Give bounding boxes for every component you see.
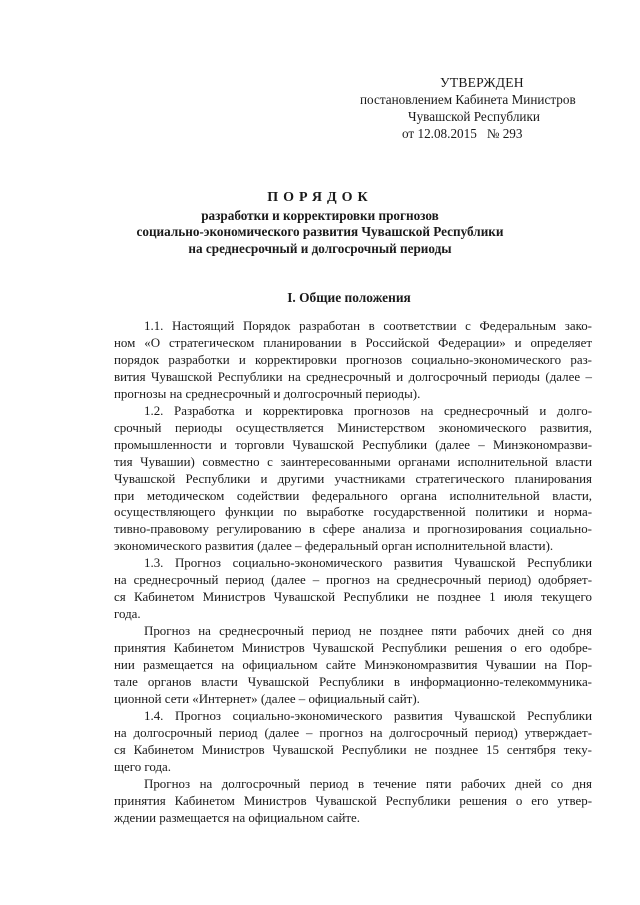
paragraph-line: прогнозы на среднесрочный и долгосрочный периоды). [114, 385, 421, 401]
paragraph [114, 708, 592, 776]
paragraph-line: ционной сети «Интернет» (далее – официальный сайт). [114, 690, 420, 706]
approval-line-2: Чувашской Республики [408, 109, 540, 124]
paragraph-line: экономического развития (далее – федеральный орган исполнительной власти). [114, 538, 554, 554]
approval-date-line [360, 125, 620, 142]
paragraph-line: ном «О стратегическом планировании в Российской Федерации» и определяет [114, 334, 592, 350]
paragraph-line: Чувашской Республики и другими участниками стратегического планирования [114, 470, 592, 486]
paragraph-line: года. [114, 606, 141, 622]
paragraph-line: порядок разработки и корректировки прогнозов социально-экономического раз- [114, 351, 592, 367]
paragraph-line: 1.1. Настоящий Порядок разработан в соответствии с Федеральным зако- [144, 318, 592, 333]
paragraph-line: нии размещается на официальном сайте Минэкономразвития Чувашии на Пор- [114, 657, 592, 673]
approval-date: от 12.08.2015 [402, 126, 477, 141]
document-title [60, 190, 580, 257]
title-line-2: социально-экономического развития Чувашской Республики [136, 224, 504, 239]
paragraph-line: ся Кабинетом Министров Чувашской Республики не позднее 15 сентября теку- [114, 741, 592, 757]
title-main: ПОРЯДОК [267, 190, 373, 205]
paragraph-line: тивно-правовому регулированию в сфере анализа и прогнозирования социально- [114, 521, 592, 537]
paragraph-line: промышленности и торговли Чувашской Республики (далее – Минэкономразви- [114, 436, 592, 452]
paragraph-line: ся Кабинетом Министров Чувашской Республики не позднее 1 июля текущего [114, 589, 592, 605]
paragraph-line: тия Чувашии) совместно с заинтересованными органами исполнительной власти [114, 453, 592, 469]
paragraph-line: на среднесрочный период (далее – прогноз на среднесрочный период) одобряет- [114, 572, 592, 588]
paragraph-line: принятия Кабинетом Министров Чувашской Республики решения о его одобре- [114, 640, 592, 656]
approval-heading: УТВЕРЖДЕН [440, 75, 524, 90]
paragraph-line: 1.4. Прогноз социально-экономического развития Чувашской Республики [144, 707, 592, 723]
approval-line-1: постановлением Кабинета Министров [360, 92, 576, 107]
paragraph [114, 555, 592, 623]
paragraph [114, 623, 592, 708]
paragraph-line: принятия Кабинетом Министров Чувашской Республики решения о его утвер- [114, 792, 592, 808]
paragraph-line: ждении размещается на официальном сайте. [114, 809, 361, 825]
paragraph [114, 776, 592, 827]
paragraph [114, 403, 592, 556]
paragraph-line: щего года. [114, 758, 172, 774]
section-heading: I. Общие положения [287, 290, 411, 305]
paragraph-line: Прогноз на долгосрочный период в течение пяти рабочих дней со дня [144, 775, 592, 791]
paragraph-line: Прогноз на среднесрочный период не позднее пяти рабочих дней со дня [144, 623, 592, 639]
paragraph-line: 1.2. Разработка и корректировка прогнозов на среднесрочный и долго- [144, 402, 592, 418]
paragraph-line: при методическом содействии федерального органа исполнительной власти, [114, 487, 592, 503]
approval-number: № 293 [486, 126, 523, 141]
paragraph-line: срочный периоды осуществляется Министерством экономического развития, [114, 419, 592, 435]
paragraph-line: 1.3. Прогноз социально-экономического развития Чувашской Республики [144, 555, 592, 571]
paragraph-line: тале органов власти Чувашской Республики в информационно-телекоммуника- [114, 674, 592, 690]
title-line-1: разработки и корректировки прогнозов [201, 207, 439, 223]
document-body [114, 318, 592, 827]
paragraph-line: осуществляющего функции по выработке государственной политики и норма- [114, 504, 592, 520]
paragraph-line: вития Чувашской Республики на среднесрочный и долгосрочный периоды (далее – [114, 368, 592, 384]
paragraph [114, 318, 592, 403]
paragraph-line: на долгосрочный период (далее – прогноз на долгосрочный период) утверждает- [114, 724, 592, 740]
approval-stamp [360, 74, 620, 142]
title-line-3: на среднесрочный и долгосрочный периоды [188, 240, 452, 256]
